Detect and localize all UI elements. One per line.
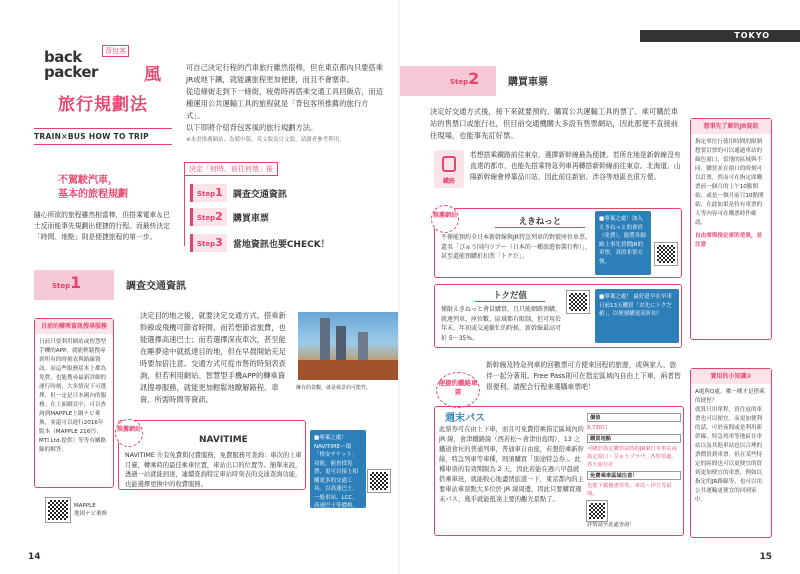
step-number: 2 bbox=[215, 210, 223, 223]
step-2 bbox=[190, 208, 269, 226]
bar-step bbox=[52, 273, 81, 292]
page-title: 旅行規劃法 bbox=[58, 95, 148, 115]
tower-shape bbox=[336, 326, 346, 362]
price-label: 價值 bbox=[587, 413, 681, 422]
tips-heading: 實用的小知識② bbox=[691, 369, 771, 384]
step-number: 1 bbox=[215, 186, 223, 199]
purchase-label: 購買地點 bbox=[587, 434, 681, 443]
right-page bbox=[400, 0, 800, 574]
sub-heading-line: 基本的旅程規劃 bbox=[58, 189, 128, 200]
bar-label: 購買車票 bbox=[508, 77, 548, 88]
side-note-heading: 目前的轉乘資訊搜尋服務 bbox=[35, 319, 113, 334]
tokudane-title: トクだ值 bbox=[475, 289, 545, 302]
recommend-badge: 推薦網站 bbox=[431, 205, 459, 233]
intro-para: 從這條街走到下一條街，疲倦時再搭乘交通工具回飯店，而這種運用公共運輸工具的旅程就是「背包客所推薦的旅行方式」。 bbox=[186, 87, 384, 120]
navitime-box bbox=[118, 420, 306, 490]
price-value: 8,730日 bbox=[587, 425, 608, 431]
bar-step bbox=[450, 69, 479, 88]
form-caption: 詳情請至此處查詢！ bbox=[587, 522, 635, 528]
navitime-tip: ■專案之處！NAVITIMEー環「格安チケット」功能，能查找免費，更可以接上相關更多的交通工具。以高速巴士、一般車站、LCC、高速巴士等價格，也可以上到價格比較相關資訊。 bbox=[310, 430, 366, 508]
logo-word: back packer bbox=[44, 48, 98, 81]
intro-note: ※本書推薦網站、為繁中版、英文版及日文版，請讀者參考利用。 bbox=[186, 137, 345, 143]
step-tag bbox=[190, 234, 227, 252]
qr-code-icon bbox=[46, 498, 70, 522]
logo-suffix: 風 bbox=[144, 65, 161, 85]
station-building bbox=[298, 360, 398, 380]
qr-code-icon bbox=[368, 470, 390, 492]
step2-body: 決定好交通方式後，接下來就要預約、購買公共運輸工具的票了。乘可購於車站的售票口或旅行社，但目前交通機關大多設有售票網站，因此那便不直接前往現場，也能事先訂好票。 bbox=[430, 107, 679, 140]
train-icon bbox=[442, 156, 456, 172]
ticket-body: 新幹線及特急列車的回數票可方便來回程的旅遊，或與家人、旅伴一起分著用。Free Pass則可在指定區域內自由上下車，兩者皆很便利。請配合行程來選購車票吧！ bbox=[486, 361, 681, 391]
jr-info-body: 指定車位行使用時間的限制 想要訂票的可以通過車站的綠色窗口，當地的區域與不同、購買並在窗口的時刻可以訂票，然而可在指定席購票前一個月的上午10點開始，或是一個月前日10點開始，在此如果是持有車票的人等內容可在購票時作確認。 bbox=[695, 139, 764, 226]
sub-body: 隨心所欲的旅程雖然相當棒，但搭乘電車＆巴士反而能事先規劃出便捷的行程。而最快決定「時間、地點」則是便捷旅程的第一步。 bbox=[34, 211, 170, 241]
side-note-box bbox=[34, 318, 114, 488]
divider bbox=[34, 128, 172, 129]
page-number: 15 bbox=[759, 552, 772, 562]
step-tag bbox=[190, 208, 227, 226]
step-tag bbox=[190, 184, 227, 202]
photo-caption: 擁有的景觀，就是風景的可能性。 bbox=[296, 385, 372, 391]
navitime-body: NAVITIME 介有免費與付費服務，免費服務可查詢：車次的上車月臺，轉乘時的最佳乘車位置，車站出口的位置等。簡單來說，透過一站就能到達，連續查詢特定車站時刻表的交通查詢功能，也能選擇更換中的收費服務。 bbox=[125, 452, 302, 488]
intro-para: 可自己決定行程的汽車旅行雖然很棒，但在東京都內只要搭乘JR或地下鐵，就能讓旅程更加便捷，而且不會塞車。 bbox=[186, 63, 384, 84]
step-word: Step bbox=[197, 190, 216, 198]
ekinet-box bbox=[434, 208, 682, 278]
page-subtitle: TRAIN×BUS HOW TO TRIP bbox=[34, 132, 149, 141]
qr-caption-line: MAPPLE bbox=[74, 503, 96, 509]
rail-body: 若想搭乘鐵路前往東京，選擇新幹線最為便捷。若所在地是新幹線沒有直達的都市，也能先搭乘特急列車再轉搭新幹線前往東京。北海道、山陽新幹線會停靠品川站，因此前往新宿、涉谷等地區也很方便。 bbox=[470, 151, 681, 181]
step-word: Step bbox=[197, 214, 216, 222]
tower-shape bbox=[358, 332, 368, 362]
qr-caption-line: 地図ナビ乗換 bbox=[74, 511, 108, 517]
tips-sidebox bbox=[690, 368, 772, 538]
tower-shape bbox=[320, 318, 330, 362]
step-number: 2 bbox=[468, 69, 480, 88]
qr-code-icon bbox=[567, 291, 589, 313]
qr-code-icon bbox=[587, 501, 607, 521]
shukan-body: 此票券可在由上下車，而且可免費搭乘指定區域內的 JR 線，會津鐵路線（西若松〜會津田島間）、13 之鐵道會社的普通列車，普通車自由座，若想搭乘新幹線，特急列車等車種，則須購買「別途特急券」。此種車票的有效期限為 2 天，因此若能在週六早晨就搭乘車班，就能較心地盡情旅遊一下，東京都內的主要車站車票點大多位於 JR 線周邊，因此只要購買週末パス，幾乎就能抵達主要的觀光景點了。 bbox=[439, 426, 584, 503]
step-1 bbox=[190, 184, 287, 202]
tokudane-tip: ■專案之處！ 最好趁早在早車日前13天購買「お先にトクだ値」，以便預購更高折扣！ bbox=[595, 289, 679, 343]
step-word: Step bbox=[450, 78, 469, 86]
qr-caption bbox=[74, 502, 107, 518]
rail-label: 鐵路 bbox=[442, 178, 455, 185]
pass-info-form bbox=[587, 411, 681, 529]
step-number: 3 bbox=[215, 236, 223, 249]
page-number: 14 bbox=[28, 552, 41, 562]
area-label: 免費乘車區域注意！ bbox=[587, 471, 681, 480]
decide-label: 決定「何時、前往何地」後 bbox=[184, 162, 278, 176]
logo-small: 背包客 bbox=[102, 45, 129, 57]
step2-bar bbox=[400, 66, 670, 96]
shukan-pass-box bbox=[434, 406, 684, 536]
step1-bar bbox=[34, 270, 400, 300]
step1-body: 決定目的地之後，就要決定交通方式。搭乘新幹線或飛機可節省時間，而若想節省旅費，也能選擇高速巴士；而若選擇深夜車次，甚至能在睡夢途中就抵達目的地，但在早晨開始充足時要加倍注意。交通方式可從市售的時刻表查詢，但若利用網站、智慧型手機APP的轉乘資訊搜尋服務，就能更加輕鬆地瞭解路程、車資、所需時間等資訊。 bbox=[140, 311, 286, 404]
shukan-title: 週末パス bbox=[445, 413, 485, 424]
ekinet-tip: ■專案之處！加入えきねっと的會員（免費），能將各網路上事先買價JR的車票，真的非常方便。 bbox=[595, 211, 651, 275]
rail-icon bbox=[434, 150, 464, 188]
tips-body: A處與Q處，哪一種才是搭乘的捷徑？ 就算只用單程，買往返的車票也可以便宜。而更加便利的話，可於夜間或是利用新幹線、特急列車等地區在車站以及其他車站也以合理的票價買到車票。但在某些特定的區間也可以更便宜的買到更加便宜的車票，例如以指定的JR路線等，也可以用公共運輸更便宜的回到家中。 bbox=[695, 389, 765, 503]
sub-heading bbox=[58, 174, 128, 202]
tokyo-banner: TOKYO bbox=[640, 30, 800, 42]
side-note-body: 日前只要利用網站或智慧型手機的APP，就能輕鬆搜尋到所有的時刻表與路線資訊。而這些服務基本上都為免費，也能搜尋最新詳細的運行時刻、大多情況下可選擇，但一定是日本國內的服務。在上面網頁中，可以查詢到MAPPLE上網ナビ乗換，並還可以進行2016年版本（MAPPLE 216円：MTI Ltd.提供）等等有關路線的解答。 bbox=[39, 339, 107, 453]
navitime-title: NAVITIME bbox=[199, 435, 248, 445]
qr-code-icon bbox=[655, 243, 677, 265]
convenient-ticket-badge: 便捷的鐵路車票 bbox=[436, 372, 480, 408]
tokyo-station-photo bbox=[298, 312, 398, 380]
sub-heading-line: 不駕駛汽車， bbox=[58, 175, 118, 186]
backpacker-logo bbox=[44, 47, 164, 94]
jr-info-heading: 想事先了解的JR資訊 bbox=[691, 119, 771, 134]
divider bbox=[34, 144, 172, 145]
step-label: 購買車票 bbox=[232, 213, 269, 224]
intro-text bbox=[186, 62, 386, 146]
ekinet-body: 不僅能預約全日本新幹線與JR特急列車的對號座位車票，還名「ぴゅう国内ツアー（日本的一種旅遊套裝行程）」，甚至還能預購折扣票「トクだ」。 bbox=[441, 234, 591, 260]
step-number: 1 bbox=[70, 273, 82, 292]
step-word: Step bbox=[197, 240, 216, 248]
intro-para: 以下即將介紹背包客風的旅行規劃方法。 bbox=[186, 123, 318, 132]
jr-info-sidebox bbox=[690, 118, 772, 340]
ekinet-title: えきねっと bbox=[495, 215, 585, 228]
purchase-value: 可購於指定購票站時的JR東日本車站或指定窗口・びゅうプラザ、各售票處、各大旅行社 bbox=[587, 446, 677, 468]
tokudane-box bbox=[434, 284, 682, 348]
bar-label: 調查交通資訊 bbox=[126, 281, 186, 292]
tokudane-body: 僅限えきねっと會員購買，且只能網路預購，就連列車、座位數、區域都有限制，但可用於年末、年初或交通繁忙的時候，新幹線最高可折 5～35%。 bbox=[441, 306, 562, 342]
area-value: 也能下載優惠票券、車站・伊豆等區域。 bbox=[587, 483, 672, 497]
jr-info-subheading: 自由席與指定席的差異，並注意 bbox=[695, 233, 763, 248]
step-3 bbox=[190, 234, 330, 252]
step-label: 調查交通資訊 bbox=[232, 189, 287, 200]
step-word: Step bbox=[52, 282, 71, 290]
recommend-badge: 推薦網站 bbox=[115, 419, 143, 447]
step-label: 當地資訊也要CHECK！ bbox=[232, 239, 330, 250]
